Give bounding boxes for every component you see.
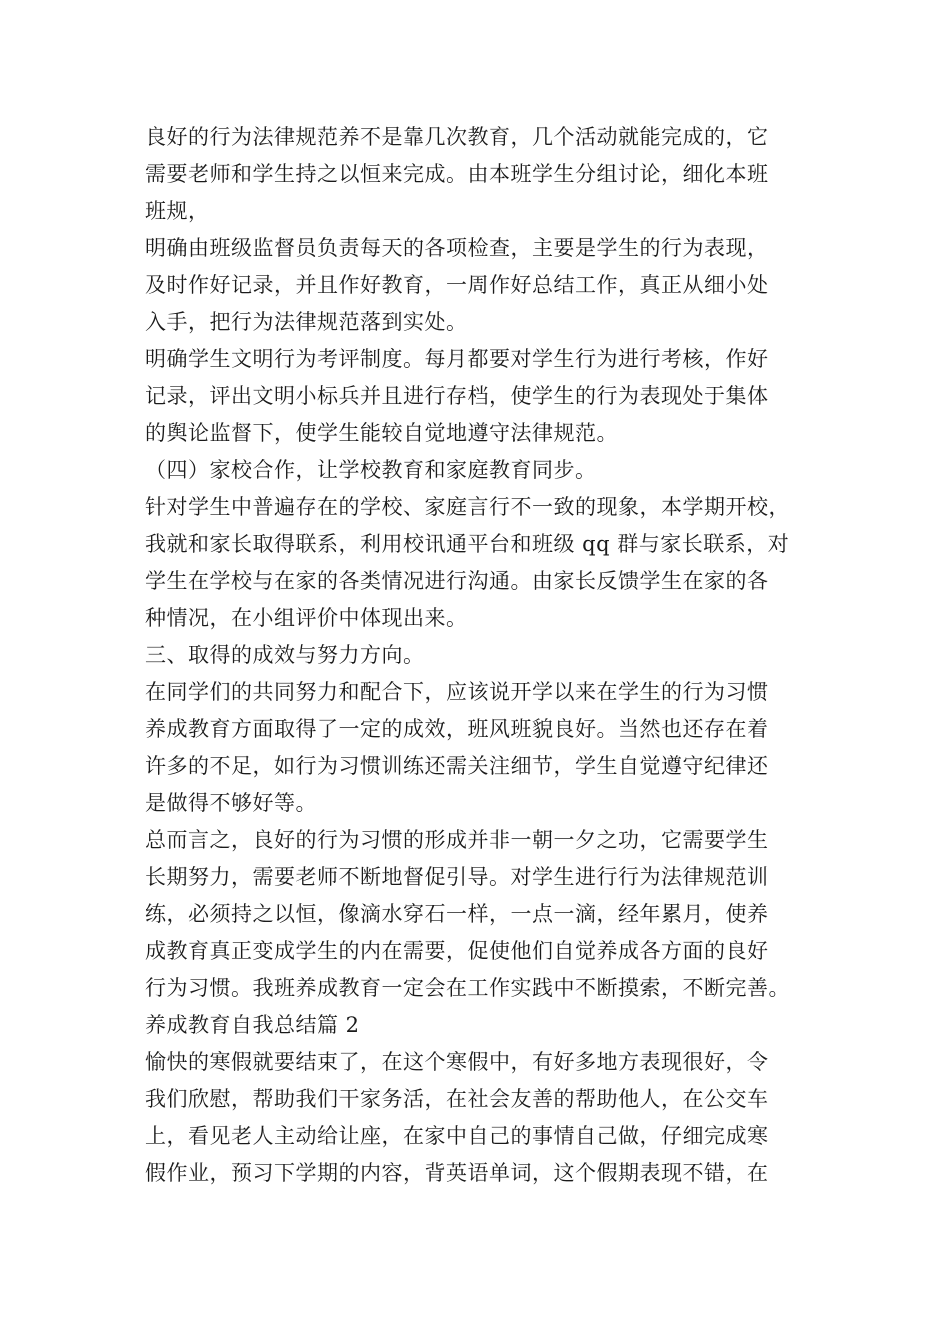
text-line: 练，必须持之以恒，像滴水穿石一样，一点一滴，经年累月，使养	[145, 902, 769, 926]
section-heading: （四）家校合作，让学校教育和家庭教育同步。	[145, 458, 597, 482]
text-line: 学生在学校与在家的各类情况进行沟通。由家长反馈学生在家的各	[145, 569, 769, 593]
text-line: 长期努力，需要老师不断地督促引导。对学生进行行为法律规范训	[145, 865, 769, 889]
text-line: 记录，评出文明小标兵并且进行存档，使学生的行为表现处于集体	[145, 384, 769, 408]
text-line: 明确由班级监督员负责每天的各项检查，主要是学生的行为表现，	[145, 236, 769, 260]
text-line: 班规，	[145, 199, 210, 223]
text-line: 总而言之，良好的行为习惯的形成并非一朝一夕之功，它需要学生	[145, 828, 769, 852]
text-line: 行为习惯。我班养成教育一定会在工作实践中不断摸索，不断完善。	[145, 976, 790, 1000]
text-line: 入手，把行为法律规范落到实处。	[145, 310, 468, 334]
text-line: 明确学生文明行为考评制度。每月都要对学生行为进行考核，作好	[145, 347, 769, 371]
text-line: 我就和家长取得联系，利用校讯通平台和班级 qq 群与家长联系，对	[145, 532, 790, 556]
text-line: 成教育真正变成学生的内在需要，促使他们自觉养成各方面的良好	[145, 939, 769, 963]
text-line: 及时作好记录，并且作好教育，一周作好总结工作，真正从细小处	[145, 273, 769, 297]
text-line: 许多的不足，如行为习惯训练还需关注细节，学生自觉遵守纪律还	[145, 754, 769, 778]
text-line: 种情况，在小组评价中体现出来。	[145, 606, 468, 630]
text-line: 愉快的寒假就要结束了，在这个寒假中，有好多地方表现很好，令	[145, 1050, 769, 1074]
section-title: 养成教育自我总结篇 2	[145, 1013, 360, 1037]
text-line: 需要老师和学生持之以恒来完成。由本班学生分组讨论，细化本班	[145, 162, 769, 186]
text-line: 上，看见老人主动给让座，在家中自己的事情自己做，仔细完成寒	[145, 1124, 769, 1148]
document-body	[145, 119, 835, 1192]
text-line: 假作业，预习下学期的内容，背英语单词，这个假期表现不错，在	[145, 1161, 769, 1185]
text-line: 针对学生中普遍存在的学校、家庭言行不一致的现象，本学期开校，	[145, 495, 790, 519]
text-line: 在同学们的共同努力和配合下，应该说开学以来在学生的行为习惯	[145, 680, 769, 704]
text-line: 养成教育方面取得了一定的成效，班风班貌良好。当然也还存在着	[145, 717, 769, 741]
text-line: 良好的行为法律规范养不是靠几次教育，几个活动就能完成的，它	[145, 125, 769, 149]
text-line: 我们欣慰，帮助我们干家务活，在社会友善的帮助他人，在公交车	[145, 1087, 769, 1111]
text-line: 是做得不够好等。	[145, 791, 317, 815]
section-heading: 三、取得的成效与努力方向。	[145, 643, 425, 667]
text-line: 的舆论监督下，使学生能较自觉地遵守法律规范。	[145, 421, 618, 445]
